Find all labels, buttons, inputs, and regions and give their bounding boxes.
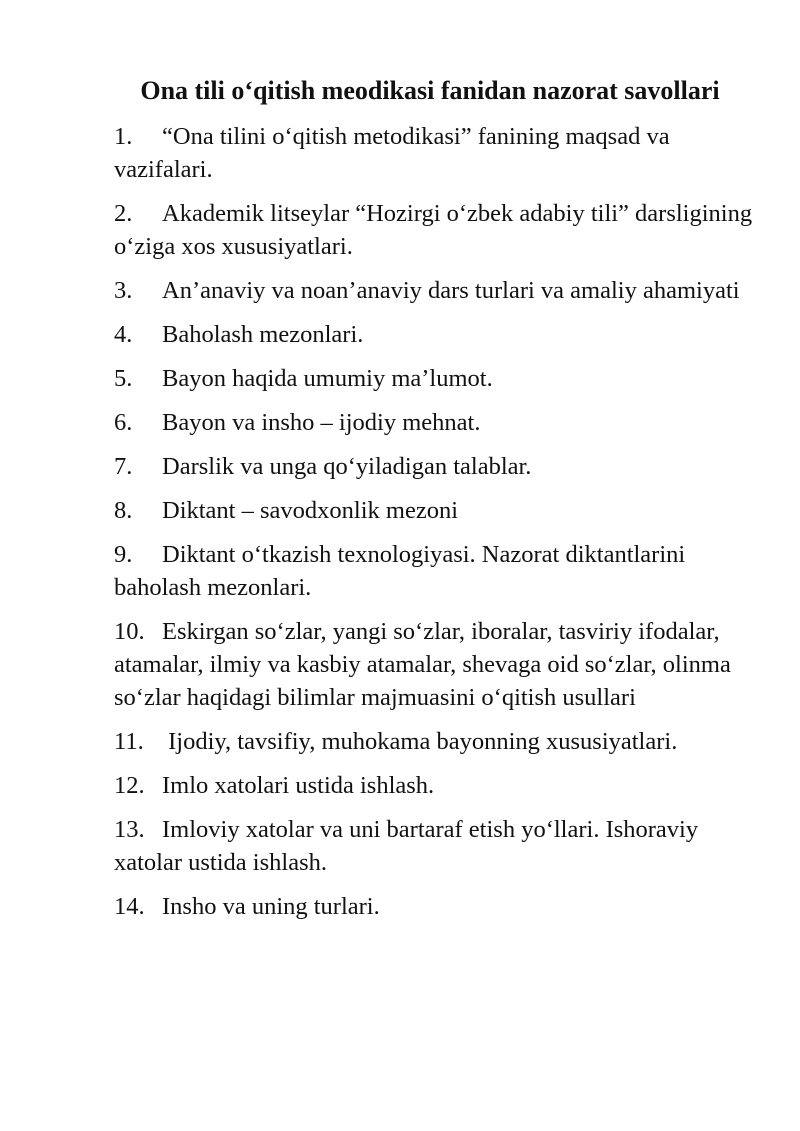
question-number: 14. — [114, 893, 145, 920]
question-text: Insho va uning turlari. — [162, 893, 380, 920]
question-number: 4. — [114, 321, 133, 348]
question-text: Baholash mezonlari. — [162, 321, 364, 348]
question-text: Bayon va insho – ijodiy mehnat. — [162, 409, 481, 436]
question-number: 3. — [114, 277, 133, 304]
question-item — [114, 197, 754, 263]
question-item — [114, 538, 754, 604]
question-item — [114, 450, 754, 483]
question-text: Bayon haqida umumiy ma’lumot. — [162, 365, 493, 392]
question-item — [114, 615, 754, 714]
question-text: “Ona tilini o‘qitish metodikasi” fanining maqsad va vazifalari. — [114, 123, 670, 183]
question-item — [114, 494, 754, 527]
question-number: 8. — [114, 497, 133, 524]
question-text: Darslik va unga qo‘yiladigan talablar. — [162, 453, 532, 480]
question-number: 6. — [114, 409, 133, 436]
question-text: Diktant o‘tkazish texnologiyasi. Nazorat diktantlarini baholash mezonlari. — [114, 541, 686, 601]
question-number: 7. — [114, 453, 133, 480]
question-list — [114, 120, 754, 934]
question-number: 11. — [114, 728, 144, 755]
question-item — [114, 362, 754, 395]
question-text: Eskirgan so‘zlar, yangi so‘zlar, iboralar, tasviriy ifodalar, atamalar, ilmiy va kasbiy atamalar, shevaga oid so‘zlar, olinma so‘zlar haqidagi bilimlar majmuasini o‘qitish usullari — [114, 618, 731, 711]
question-item — [114, 813, 754, 879]
question-number: 9. — [114, 541, 133, 568]
question-text: Ijodiy, tavsifiy, muhokama bayonning xususiyatlari. — [162, 728, 678, 755]
question-number: 10. — [114, 618, 145, 645]
question-item — [114, 406, 754, 439]
question-item — [114, 274, 754, 307]
question-text: Diktant – savodxonlik mezoni — [162, 497, 458, 524]
question-item — [114, 120, 754, 186]
question-text: An’anaviy va noan’anaviy dars turlari va amaliy ahamiyati — [162, 277, 740, 304]
question-number: 12. — [114, 772, 145, 799]
question-item — [114, 769, 754, 802]
question-text: Akademik litseylar “Hozirgi o‘zbek adabiy tili” darsligining o‘ziga xos xususiyatlari. — [114, 200, 753, 260]
question-item — [114, 725, 754, 758]
question-text: Imloviy xatolar va uni bartaraf etish yo‘llari. Ishoraviy xatolar ustida ishlash. — [114, 816, 699, 876]
question-item — [114, 318, 754, 351]
question-number: 13. — [114, 816, 145, 843]
question-number: 1. — [114, 123, 133, 150]
question-text: Imlo xatolari ustida ishlash. — [162, 772, 435, 799]
question-number: 2. — [114, 200, 133, 227]
question-item — [114, 890, 754, 923]
question-number: 5. — [114, 365, 133, 392]
document-title: Ona tili o‘qitish meodikasi fanidan nazorat savollari — [140, 76, 720, 105]
